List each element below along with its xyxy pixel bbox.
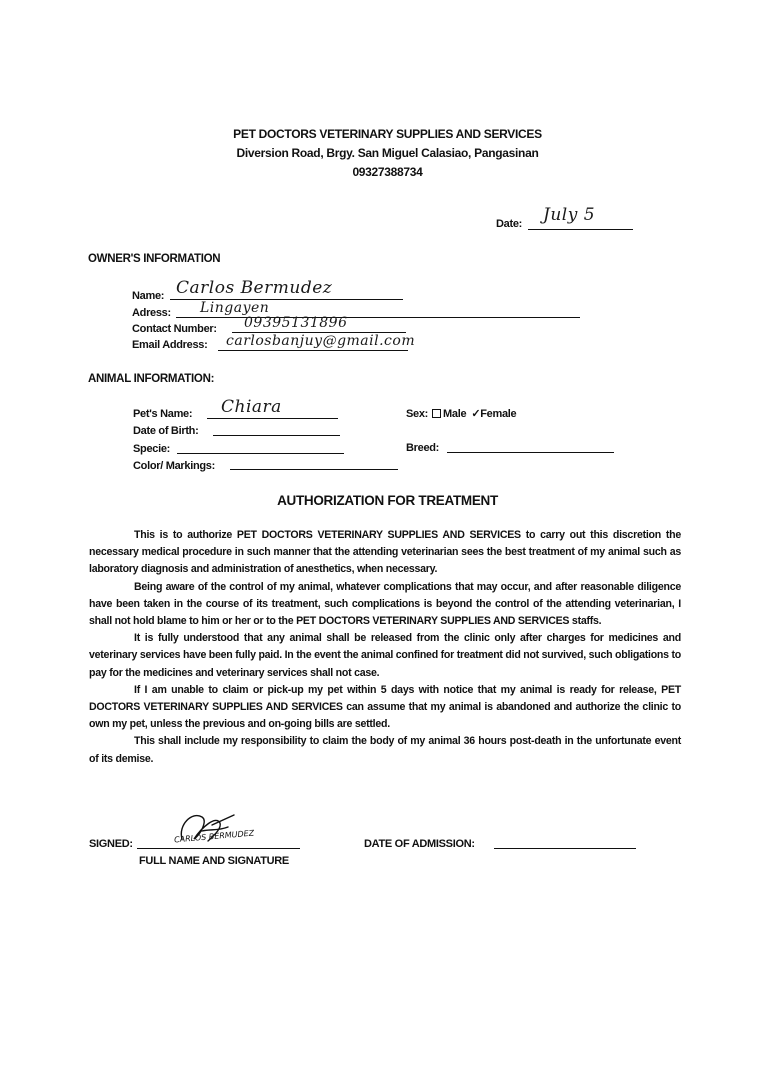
- authorization-paragraph: It is fully understood that any animal shall be released from the clinic only after charges for medicines and veterinary services have been fully paid. In the event the animal confined for treatment did not survived, such obligations to pay for the medicines and veterinary services shall not case.: [89, 632, 681, 679]
- color-label: Color/ Markings:: [133, 460, 215, 472]
- owner-address-label: Adress:: [132, 307, 171, 319]
- owner-address-line: [176, 317, 580, 318]
- clinic-phone: 09327388734: [352, 165, 423, 179]
- breed-label: Breed:: [406, 442, 440, 454]
- owner-name-label: Name:: [132, 290, 165, 302]
- date-label: Date:: [496, 218, 523, 230]
- authorization-body: [89, 527, 681, 768]
- color-line: [230, 469, 398, 470]
- female-check-mark: ✓: [471, 408, 481, 420]
- owner-contact-value: 09395131896: [244, 315, 348, 331]
- dob-line: [213, 435, 340, 436]
- date-line: [528, 229, 633, 230]
- female-label: Female: [480, 408, 517, 420]
- authorization-paragraph: This is to authorize PET DOCTORS VETERINARY SUPPLIES AND SERVICES to carry out this discretion the necessary medical procedure in such manner that the attending veterinarian sees the best treatment of my animal such as laboratory diagnosis and administration of anesthetics, when necessary.: [89, 529, 681, 576]
- signature-name: CARLOS BERMUDEZ: [173, 828, 255, 845]
- owner-address-value: Lingayen: [200, 300, 270, 316]
- owner-email-value: carlosbanjuy@gmail.com: [226, 333, 416, 349]
- specie-label: Specie:: [133, 443, 171, 455]
- admission-line: [494, 848, 636, 849]
- signature-line: [137, 848, 300, 849]
- breed-line: [447, 452, 614, 453]
- admission-label: DATE OF ADMISSION:: [364, 838, 475, 850]
- owner-email-line: [218, 350, 408, 351]
- clinic-name: PET DOCTORS VETERINARY SUPPLIES AND SERVICES: [233, 127, 542, 141]
- male-label: Male: [443, 408, 467, 420]
- clinic-address: Diversion Road, Brgy. San Miguel Calasiao, Pangasinan: [236, 146, 539, 160]
- owner-name-value: Carlos Bermudez: [176, 278, 333, 298]
- date-value: July 5: [543, 205, 596, 225]
- pet-name-line: [207, 418, 338, 419]
- animal-section-title: ANIMAL INFORMATION:: [88, 373, 215, 385]
- dob-label: Date of Birth:: [133, 425, 199, 437]
- authorization-paragraph: This shall include my responsibility to claim the body of my animal 36 hours post-death in the unfortunate event of its demise.: [89, 735, 681, 765]
- authorization-title: AUTHORIZATION FOR TREATMENT: [277, 493, 498, 508]
- male-checkbox: [432, 409, 441, 418]
- owner-contact-label: Contact Number:: [132, 323, 217, 335]
- specie-line: [177, 453, 344, 454]
- pet-name-value: Chiara: [221, 397, 282, 417]
- authorization-paragraph: If I am unable to claim or pick-up my pet within 5 days with notice that my animal is ready for release, PET DOCTORS VETERINARY SUPPLIES AND SERVICES can assume that my animal is abandoned and authorize the clinic to own my pet, unless the previous and on-going bills are settled.: [89, 683, 681, 731]
- owner-section-title: OWNER'S INFORMATION: [88, 253, 221, 265]
- pet-name-label: Pet's Name:: [133, 408, 193, 420]
- signed-label: SIGNED:: [89, 838, 133, 850]
- full-name-label: FULL NAME AND SIGNATURE: [139, 855, 289, 867]
- owner-email-label: Email Address:: [132, 339, 208, 351]
- sex-label: Sex:: [406, 408, 429, 420]
- sex-field: [406, 407, 516, 420]
- authorization-paragraph: Being aware of the control of my animal, whatever complications that may occur, and after reasonable diligence have been taken in the course of its treatment, such complications is beyond the control of the attending veterinarian, I shall not hold blame to him or her or to the PET DOCTORS VETERINARY SUPPLIES AND SERVICES staffs.: [89, 580, 681, 628]
